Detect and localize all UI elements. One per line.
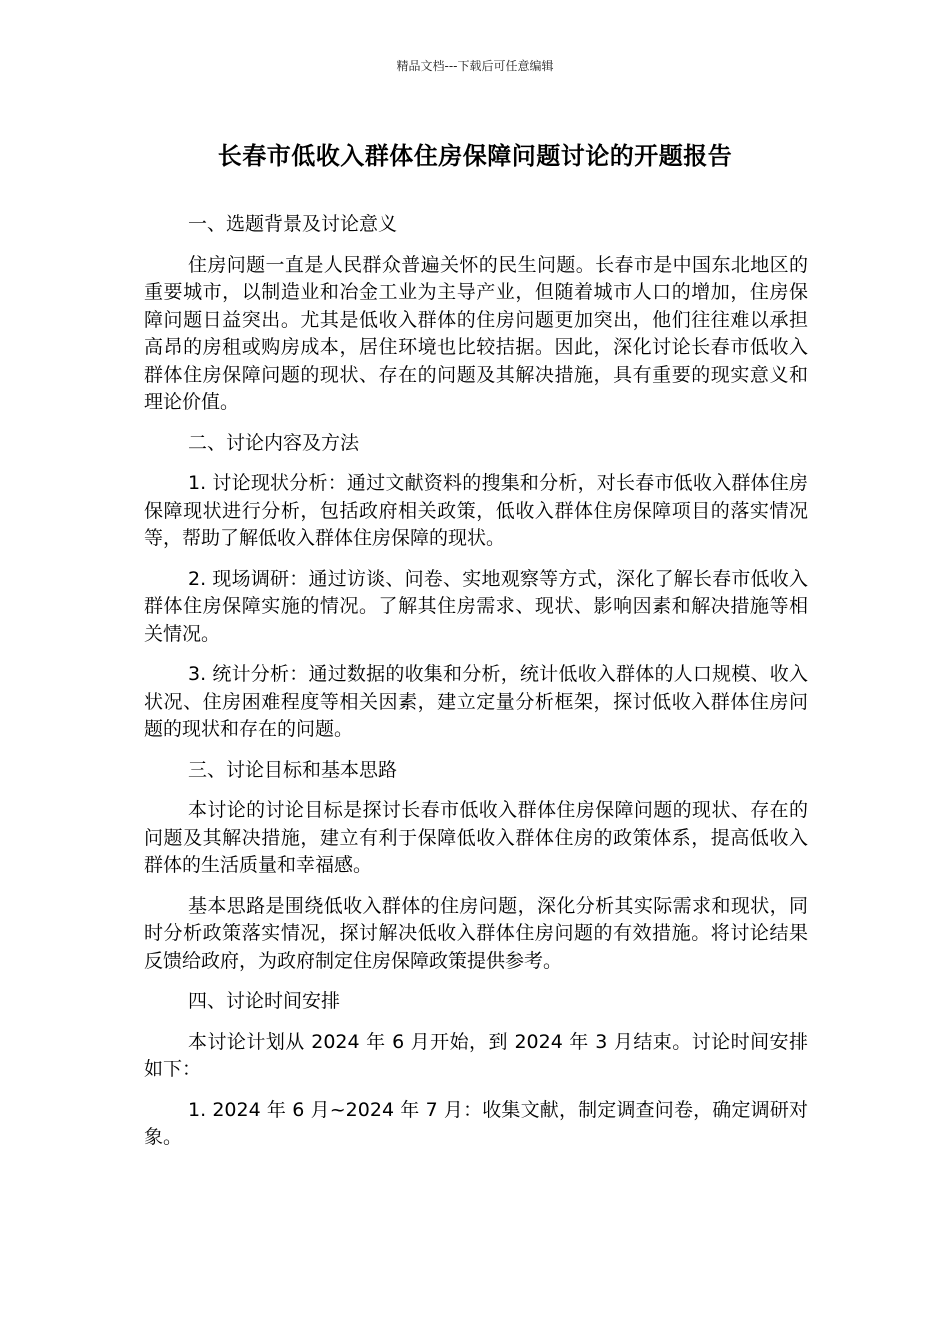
paragraph-background: 住房问题一直是人民群众普遍关怀的民生问题。长春市是中国东北地区的重要城市，以制造业和冶金工业为主导产业，但随着城市人口的增加，住房保障问题日益突出。尤其是低收入群体的住房问题更加突出，他们往往难以承担高昂的房租或购房成本，居住环境也比较拮据。因此，深化讨论长春市低收入群体住房保障问题的现状、存在的问题及其解决措施，具有重要的现实意义和理论价值。 bbox=[144, 253, 808, 413]
section-heading-background: 一、选题背景及讨论意义 bbox=[188, 213, 398, 235]
paragraph-approach: 基本思路是围绕低收入群体的住房问题，深化分析其实际需求和现状，同时分析政策落实情况，探讨解决低收入群体住房问题的有效措施。将讨论结果反馈给政府，为政府制定住房保障政策提供参考。 bbox=[144, 894, 808, 972]
paragraph-schedule-item-1: 1. 2024 年 6 月~2024 年 7 月：收集文献，制定调查问卷，确定调研对象。 bbox=[144, 1098, 808, 1148]
section-heading-schedule: 四、讨论时间安排 bbox=[188, 990, 341, 1012]
paragraph-schedule-intro: 本讨论计划从 2024 年 6 月开始，到 2024 年 3 月结束。讨论时间安排如下： bbox=[144, 1030, 808, 1080]
section-heading-goals: 三、讨论目标和基本思路 bbox=[188, 758, 398, 781]
paragraph-status-analysis: 1. 讨论现状分析：通过文献资料的搜集和分析，对长春市低收入群体住房保障现状进行分析，包括政府相关政策，低收入群体住房保障项目的落实情况等，帮助了解低收入群体住房保障的现状。 bbox=[144, 472, 808, 549]
paragraph-goals: 本讨论的讨论目标是探讨长春市低收入群体住房保障问题的现状、存在的问题及其解决措施，建立有利于保障低收入群体住房的政策体系，提高低收入群体的生活质量和幸福感。 bbox=[144, 799, 808, 876]
paragraph-field-research: 2. 现场调研：通过访谈、问卷、实地观察等方式，深化了解长春市低收入群体住房保障实施的情况。了解其住房需求、现状、影响因素和解决措施等相关情况。 bbox=[144, 567, 808, 645]
header-note: 精品文档---下载后可任意编辑 bbox=[396, 59, 554, 73]
document-body bbox=[144, 211, 808, 1165]
document-title: 长春市低收入群体住房保障问题讨论的开题报告 bbox=[217, 142, 733, 170]
paragraph-statistical-analysis: 3. 统计分析：通过数据的收集和分析，统计低收入群体的人口规模、收入状况、住房困难程度等相关因素，建立定量分析框架，探讨低收入群体住房问题的现状和存在的问题。 bbox=[144, 663, 808, 740]
section-heading-content-methods: 二、讨论内容及方法 bbox=[188, 431, 360, 454]
